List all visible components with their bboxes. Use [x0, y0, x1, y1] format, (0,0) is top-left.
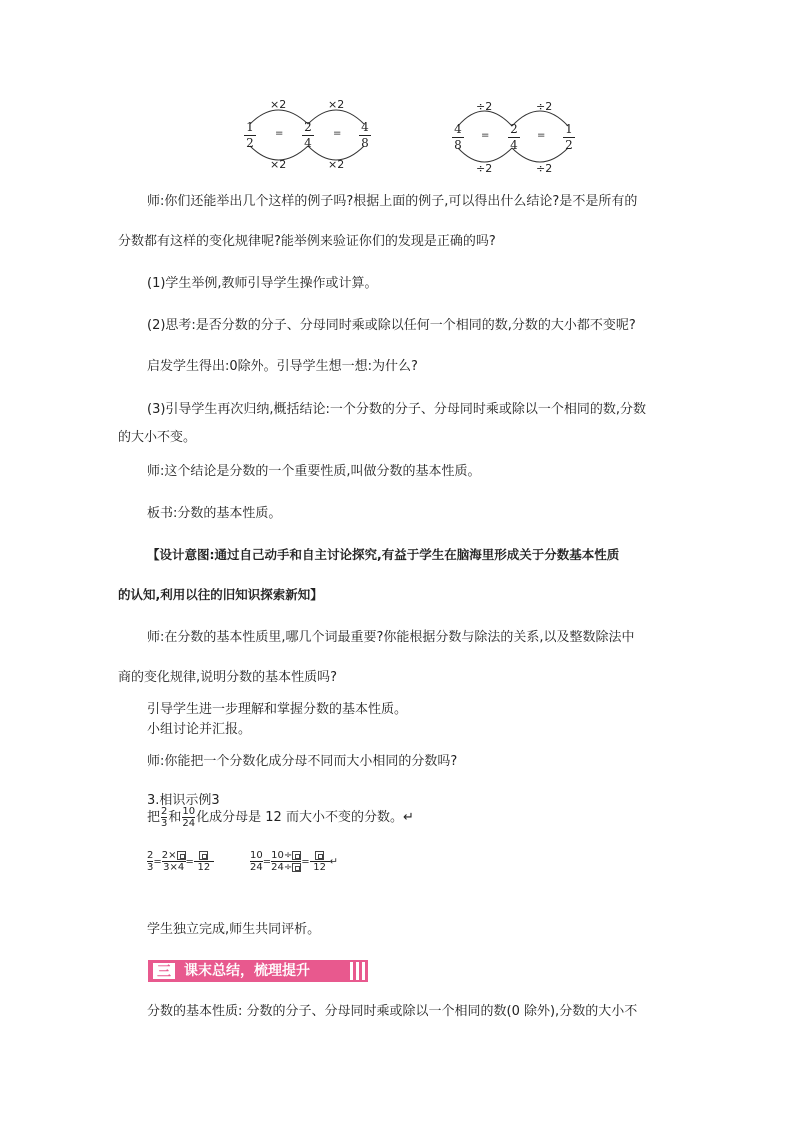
overlapped-line: 3.相识示例3: [147, 793, 220, 808]
design-intent: 【设计意图:通过自己动手和自主讨论探究,有益于学生在脑海里形成关于分数基本性质: [147, 547, 620, 562]
section-banner: [148, 960, 368, 982]
paragraph-guide: 引导学生进一步理解和掌握分数的基本性质。: [147, 702, 408, 717]
paragraph-hint: 启发学生得出:0除外。引导学生想一想:为什么?: [147, 359, 418, 374]
paragraph-conclusion: 师:这个结论是分数的一个重要性质,叫做分数的基本性质。: [147, 464, 481, 479]
design-intent-cont: 的认知,利用以往的旧知识探索新知】: [118, 587, 323, 602]
paragraph-summary: 分数的基本性质: 分数的分子、分母同时乘或除以一个相同的数(0 除外),分数的大小不: [147, 1004, 638, 1019]
paragraph-step-3-cont: 的大小不变。: [118, 430, 197, 445]
paragraph-step-3: (3)引导学生再次归纳,概括结论:一个分数的分子、分母同时乘或除以一个相同的数,分数: [147, 402, 647, 417]
fraction-one-half: 1 2: [563, 123, 575, 152]
fraction-one-half: 1 2: [244, 121, 256, 150]
top-op-2: ÷2: [536, 100, 553, 113]
fraction-four-eighths: 4 8: [359, 121, 371, 150]
fraction-four-eighths: 4 8: [452, 123, 464, 152]
equals-sign: =: [481, 130, 490, 141]
paragraph-step-2: (2)思考:是否分数的分子、分母同时乘或除以任何一个相同的数,分数的大小都不变呢?: [147, 318, 636, 333]
banner-stripe: [362, 962, 365, 980]
paragraph-key-words: 师:在分数的基本性质里,哪几个词最重要?你能根据分数与除法的关系,以及整数除法中: [147, 630, 635, 645]
example-problem: 把$\frac{2}{3}$和$\frac{10}{24}$化成分母是 12 而大小不变的分数。↵: [147, 806, 414, 829]
banner-stripe: [350, 962, 353, 980]
bottom-op-1: ×2: [270, 158, 287, 171]
equals-sign: =: [537, 130, 546, 141]
equals-sign: =: [333, 128, 342, 139]
blank-box[interactable]: [177, 851, 186, 860]
paragraph-teacher-question: 师:你们还能举出几个这样的例子吗?根据上面的例子,可以得出什么结论?是不是所有的: [147, 194, 638, 209]
fraction-two-fourths: 2 4: [508, 123, 520, 152]
paragraph-student-work: 学生独立完成,师生共同评析。: [147, 922, 321, 937]
equation-ten-twentyfourths: $\frac{10}{24}=\frac{10\div}{24\div}=$ 12 ↵: [250, 850, 339, 873]
banner-stripe: [356, 962, 359, 980]
top-op-1: ×2: [270, 98, 287, 111]
blank-box[interactable]: [292, 863, 301, 872]
paragraph-teacher-prompt: 师:你能把一个分数化成分母不同而大小相同的分数吗?: [147, 754, 458, 769]
bottom-op-2: ÷2: [536, 162, 553, 175]
blank-box[interactable]: [199, 851, 208, 860]
paragraph-teacher-question-cont: 分数都有这样的变化规律呢?能举例来验证你们的发现是正确的吗?: [118, 234, 496, 249]
blank-box[interactable]: [315, 851, 324, 860]
paragraph-group-discussion: 小组讨论并汇报。: [147, 722, 252, 737]
section-title: 课末总结，梳理提升: [184, 963, 310, 979]
paragraph-step-1: (1)学生举例,教师引导学生操作或计算。: [147, 276, 378, 291]
section-number: 三: [152, 962, 176, 980]
equals-sign: =: [275, 128, 284, 139]
blank-box[interactable]: [292, 851, 301, 860]
fraction-two-fourths: 2 4: [302, 121, 314, 150]
paragraph-board-writing: 板书:分数的基本性质。: [147, 506, 282, 521]
paragraph-key-words-cont: 商的变化规律,说明分数的基本性质吗?: [118, 670, 338, 685]
bottom-op-1: ÷2: [476, 162, 493, 175]
equation-two-thirds: $\frac{2}{3}=\frac{2\times}{3\times 4}=$ 12: [147, 850, 214, 873]
top-op-1: ÷2: [476, 100, 493, 113]
bottom-op-2: ×2: [328, 158, 345, 171]
top-op-2: ×2: [328, 98, 345, 111]
